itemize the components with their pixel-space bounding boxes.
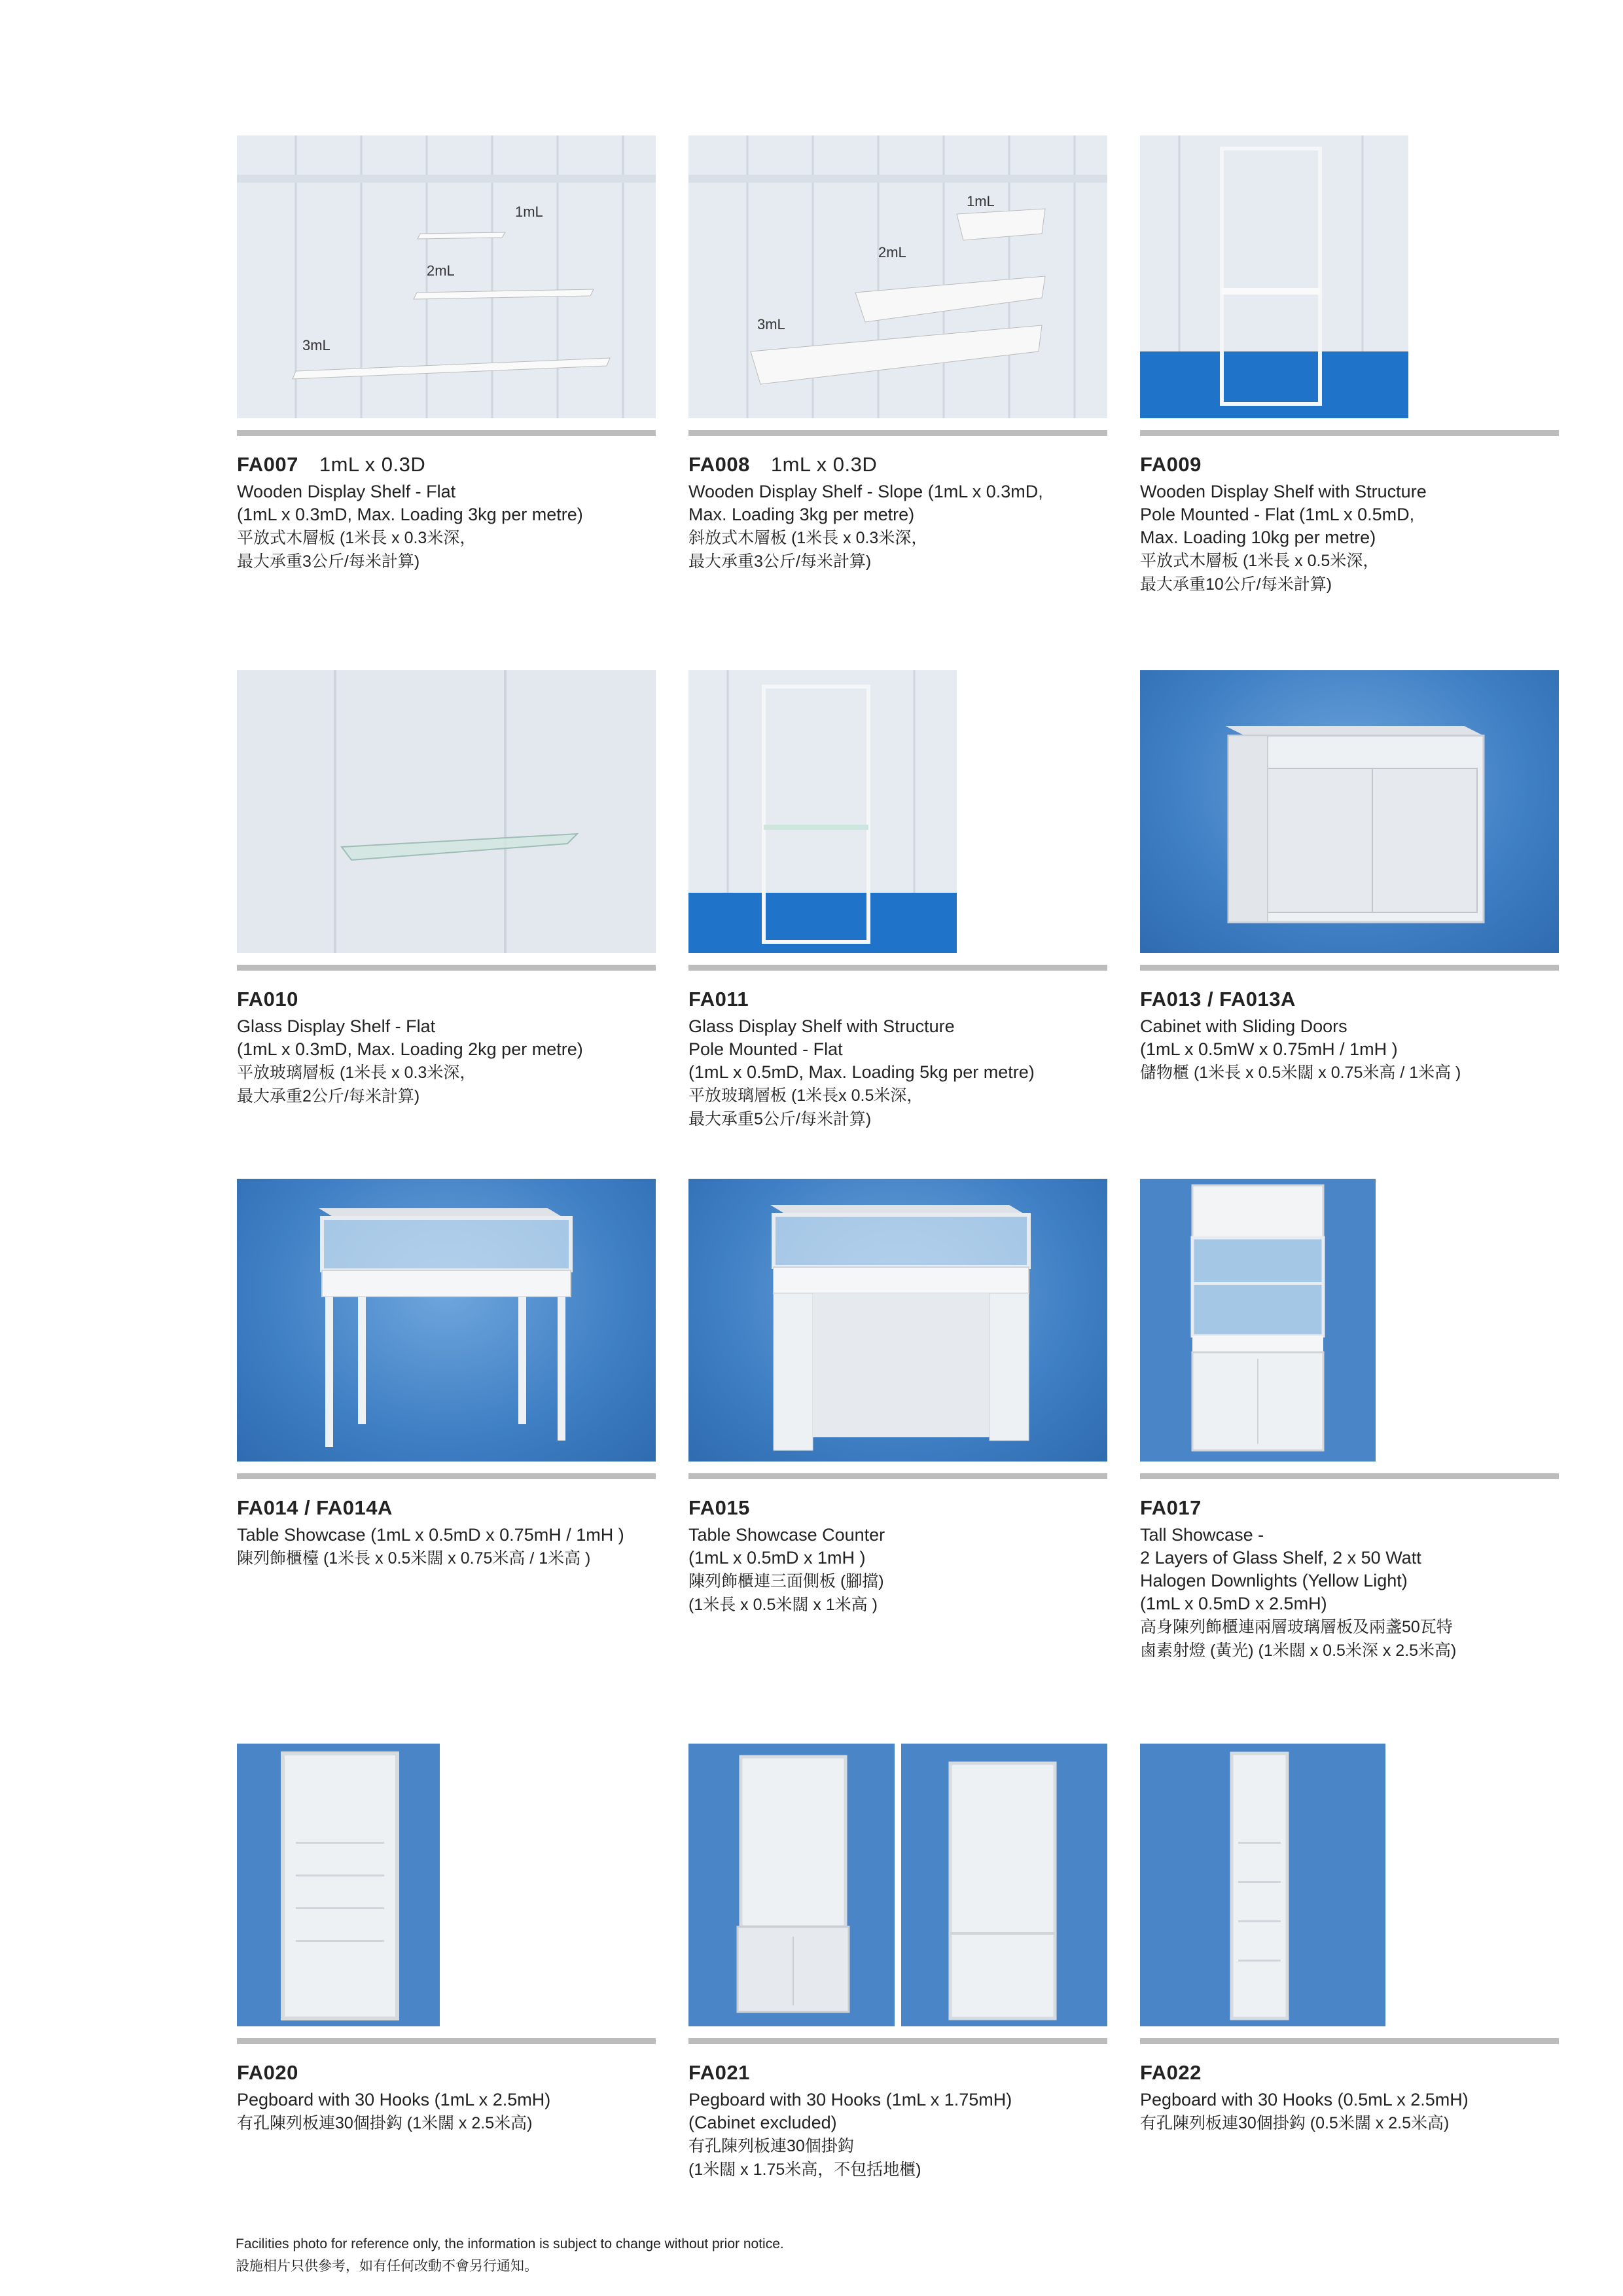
product-description: Cabinet with Sliding Doors (1mL x 0.5mW x 0.75mH / 1mH ): [1140, 1016, 1398, 1059]
product-card-fa015: [688, 1179, 1107, 1617]
product-code: FA011: [688, 988, 749, 1011]
disclaimer: [236, 2233, 784, 2278]
product-description: Glass Display Shelf with Structure Pole Mounted - Flat (1mL x 0.5mD, Max. Loading 5kg per metre): [688, 1016, 1035, 1082]
shelf-label-3ml: 3mL: [302, 337, 330, 353]
product-description: Glass Display Shelf - Flat (1mL x 0.3mD, Max. Loading 2kg per metre): [237, 1016, 583, 1059]
product-card-fa011: [688, 670, 1107, 1131]
product-code: FA010: [237, 988, 298, 1011]
divider: [237, 430, 656, 436]
product-description-zh: 平放式木層板 (1米長 x 0.3米深， 最大承重3公斤/每米計算): [237, 529, 476, 571]
product-photo: [237, 670, 656, 953]
product-photo: [688, 670, 1107, 953]
product-description: Table Showcase Counter (1mL x 0.5mD x 1mH ): [688, 1525, 885, 1568]
divider: [1140, 1473, 1559, 1479]
product-code: FA008 1mL x 0.3D: [688, 453, 878, 476]
product-photo: [237, 1179, 656, 1462]
product-card-fa021: [688, 1744, 1107, 2181]
product-code: FA013 / FA013A: [1140, 988, 1296, 1011]
product-description-zh: 陳列飾櫃連三面側板 (腳擋) (1米長 x 0.5米闊 x 1米高 ): [688, 1572, 884, 1614]
product-code: FA009: [1140, 453, 1202, 476]
divider: [237, 1473, 656, 1479]
divider: [688, 2038, 1107, 2044]
product-photo: [1140, 1744, 1559, 2026]
product-card-fa017: [1140, 1179, 1559, 1662]
product-description: Pegboard with 30 Hooks (0.5mL x 2.5mH): [1140, 2090, 1469, 2109]
product-code: FA007 1mL x 0.3D: [237, 453, 426, 476]
product-card-fa009: [1140, 135, 1559, 596]
product-description-zh: 高身陳列飾櫃連兩層玻璃層板及兩盞50瓦特 鹵素射燈 (黃光) (1米闊 x 0.5米深 x 2.5米高): [1140, 1618, 1457, 1660]
shelf-label-1ml: 1mL: [967, 193, 995, 209]
product-description: Tall Showcase - 2 Layers of Glass Shelf, 2 x 50 Watt Halogen Downlights (Yellow Light) (1mL x 0.5mD x 2.5mH): [1140, 1525, 1421, 1613]
product-card-fa010: [237, 670, 656, 1108]
divider: [1140, 965, 1559, 971]
divider: [1140, 2038, 1559, 2044]
product-description: Pegboard with 30 Hooks (1mL x 2.5mH): [237, 2090, 551, 2109]
product-description-zh: 平放玻璃層板 (1米長 x 0.3米深， 最大承重2公斤/每米計算): [237, 1064, 476, 1105]
shelf-label-2ml: 2mL: [427, 262, 455, 279]
product-photo: [688, 1744, 1107, 2026]
divider: [688, 1473, 1107, 1479]
product-card-fa008: [688, 135, 1107, 573]
product-description-zh: 平放玻璃層板 (1米長x 0.5米深， 最大承重5公斤/每米計算): [688, 1086, 923, 1128]
divider: [1140, 430, 1559, 436]
divider: [688, 965, 1107, 971]
product-description-zh: 有孔陳列板連30個掛鈎 (1米闊 x 1.75米高，不包括地櫃): [688, 2137, 921, 2179]
disclaimer-zh: 設施相片只供參考，如有任何改動不會另行通知。: [236, 2259, 538, 2274]
product-photo: [688, 135, 1107, 418]
product-card-fa022: [1140, 1744, 1559, 2135]
shelf-label-1ml: 1mL: [515, 204, 543, 220]
product-card-fa013: [1140, 670, 1559, 1085]
product-description-zh: 陳列飾櫃檯 (1米長 x 0.5米闊 x 0.75米高 / 1米高 ): [237, 1549, 591, 1568]
product-code: FA017: [1140, 1496, 1202, 1519]
product-photo: [1140, 670, 1559, 953]
product-description-zh: 斜放式木層板 (1米長 x 0.3米深， 最大承重3公斤/每米計算): [688, 529, 928, 571]
product-code: FA020: [237, 2061, 298, 2084]
product-photo: [1140, 135, 1559, 418]
product-size: 1mL x 0.3D: [319, 453, 426, 476]
product-card-fa007: [237, 135, 656, 573]
product-code: FA014 / FA014A: [237, 1496, 393, 1519]
product-card-fa020: [237, 1744, 656, 2135]
product-card-fa014: [237, 1179, 656, 1570]
product-code: FA021: [688, 2061, 750, 2084]
shelf-label-2ml: 2mL: [878, 244, 906, 260]
product-size: 1mL x 0.3D: [770, 453, 878, 476]
divider: [237, 965, 656, 971]
shelf-label-3ml: 3mL: [757, 316, 785, 332]
product-description-zh: 有孔陳列板連30個掛鈎 (1米闊 x 2.5米高): [237, 2114, 533, 2132]
product-code: FA022: [1140, 2061, 1202, 2084]
product-photo: [688, 1179, 1107, 1462]
divider: [688, 430, 1107, 436]
product-description-zh: 平放式木層板 (1米長 x 0.5米深， 最大承重10公斤/每米計算): [1140, 552, 1380, 594]
product-description-zh: 儲物櫃 (1米長 x 0.5米闊 x 0.75米高 / 1米高 ): [1140, 1064, 1461, 1082]
product-description: Table Showcase (1mL x 0.5mD x 0.75mH / 1mH ): [237, 1525, 624, 1545]
product-description: Pegboard with 30 Hooks (1mL x 1.75mH) (Cabinet excluded): [688, 2090, 1012, 2132]
product-description-zh: 有孔陳列板連30個掛鈎 (0.5米闊 x 2.5米高): [1140, 2114, 1450, 2132]
product-description: Wooden Display Shelf - Slope (1mL x 0.3mD, Max. Loading 3kg per metre): [688, 482, 1043, 524]
divider: [237, 2038, 656, 2044]
product-photo: [1140, 1179, 1559, 1462]
product-photo: [237, 1744, 656, 2026]
product-photo: [237, 135, 656, 418]
product-description: Wooden Display Shelf with Structure Pole Mounted - Flat (1mL x 0.5mD, Max. Loading 10kg per metre): [1140, 482, 1427, 547]
product-code: FA015: [688, 1496, 750, 1519]
product-description: Wooden Display Shelf - Flat (1mL x 0.3mD, Max. Loading 3kg per metre): [237, 482, 583, 524]
disclaimer-en: Facilities photo for reference only, the information is subject to change without prior notice.: [236, 2236, 784, 2251]
